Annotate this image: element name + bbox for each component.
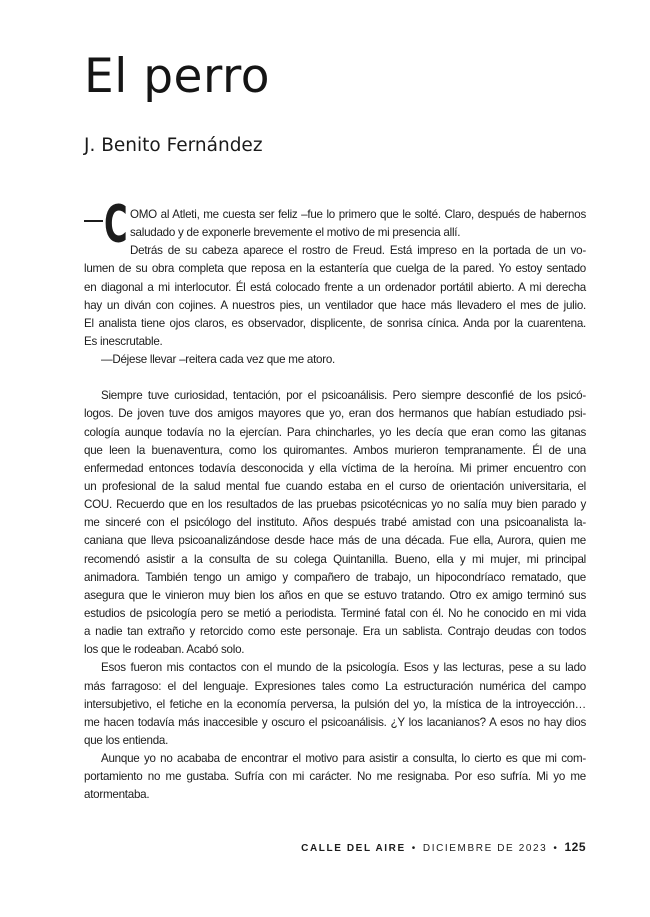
body-line: en diagonal a mi interlocutor. Él está colocado frente a un ordenador portátil abierto. A mi derecha: [84, 280, 586, 294]
body-line: hay un diván con cojines. A nuestros pies, un ventilador que hace más llevadero el mes de julio.: [84, 298, 586, 312]
article-title: El perro: [84, 49, 270, 104]
body-line: Aunque yo no acababa de encontrar el motivo para asistir a consulta, lo cierto es que mi com-: [101, 752, 586, 766]
page-number: 125: [564, 840, 586, 854]
body-line: portamiento no me gustaba. Sufría con mi carácter. No me resignaba. Por eso sufría. Mi yo me: [84, 770, 586, 784]
page-footer: [301, 840, 586, 854]
body-line: Es inescrutable.: [84, 334, 163, 348]
article-body: [84, 206, 586, 805]
footer-date: DICIEMBRE DE 2023: [422, 843, 548, 854]
body-line: OMO al Atleti, me cuesta ser feliz –fue lo primero que le solté. Claro, después de habernos: [130, 208, 586, 221]
body-line: que los entienda.: [84, 733, 169, 747]
body-line: cología aunque todavía no la ejercían. Para chincharles, yo les decía que eran como las gitanas: [84, 425, 586, 439]
body-line: animadora. También tengo un amigo y compañero de trabajo, un hipocondríaco rematado, que: [84, 570, 586, 584]
body-line: —Déjese llevar –reitera cada vez que me atoro.: [101, 353, 336, 367]
body-line: más farragoso: el del lenguaje. Expresiones tales como La estructuración numérica del campo: [84, 679, 586, 693]
body-line: un profesional de la salud mental fue cuando estaba en el curso de orientación universitaria, el: [84, 479, 586, 493]
article-author: J. Benito Fernández: [84, 135, 263, 156]
body-line: estudios de psicología pero se metió a periodista. Terminé fatal con él. No he conocido en mi vida: [84, 606, 586, 620]
body-line: que leen la buenaventura, como los quiromantes. Ambos murieron tempranamente. Él de una: [84, 443, 586, 457]
body-line: logos. De joven tuve dos amigos mayores que yo, eran dos hermanos que habían estudiado psi-: [84, 407, 586, 421]
footer-separator: •: [553, 843, 559, 854]
body-line: Esos fueron mis contactos con el mundo de la psicología. Esos y las lecturas, pese a su lado: [101, 661, 586, 675]
footer-publication: CALLE DEL AIRE: [301, 843, 406, 854]
body-line: me sinceré con el psicólogo del instituto. Años después trabé amistad con una psicoanalista la-: [84, 516, 586, 530]
body-line: me hacen todavía más inaccesible y oscuro el psicoanálisis. ¿Y los lacanianos? A esos no hay dios: [84, 715, 586, 729]
body-line: asegura que le vinieron muy bien los años en que se estuvo tratando. Otro ex amigo terminó sus: [84, 588, 586, 602]
body-line: saludado y de exponerle brevemente el motivo de mi presencia allí.: [130, 226, 461, 240]
body-line: enfermedad entonces todavía desconocida y ella víctima de la heroína. Mi primer encuentro con: [84, 461, 586, 475]
footer-separator: •: [411, 843, 417, 854]
body-line: Detrás de su cabeza aparece el rostro de Freud. Está impreso en la portada de un vo-: [130, 244, 586, 258]
body-line: los que le rodeaban. Acabó solo.: [84, 643, 245, 657]
paragraph-gap: [84, 369, 586, 387]
body-line: a nadie tan extraño y retorcido como este personaje. Era un sablista. Contrajo deudas con todos: [84, 625, 586, 639]
body-line: COU. Recuerdo que en los resultados de las pruebas psicotécnicas yo no salía muy bien parado y: [84, 498, 586, 512]
body-line: Siempre tuve curiosidad, tentación, por el psicoanálisis. Pero siempre desconfié de los psicó-: [101, 389, 586, 403]
body-line: El analista tiene ojos claros, es observador, displicente, de sonrisa cínica. Anda por la cuarentena.: [84, 316, 586, 330]
drop-cap: C: [104, 195, 128, 255]
body-line: atormentaba.: [84, 788, 150, 802]
body-line: intersubjetivo, el fetiche en la economía perversa, la pulsión del yo, la mística de la introyección…: [84, 697, 586, 711]
body-line: lumen de su obra completa que reposa en la estantería que cuelga de la pared. Yo estoy sentado: [84, 262, 586, 276]
body-line: caniana que lleva psicoanalizándose desde hace más de una década. Fue ella, Aurora, quien me: [84, 534, 586, 548]
body-line: recomendó asistir a la consulta de su colega Quintanilla. Bueno, ella y mi mujer, mi principal: [84, 552, 586, 566]
